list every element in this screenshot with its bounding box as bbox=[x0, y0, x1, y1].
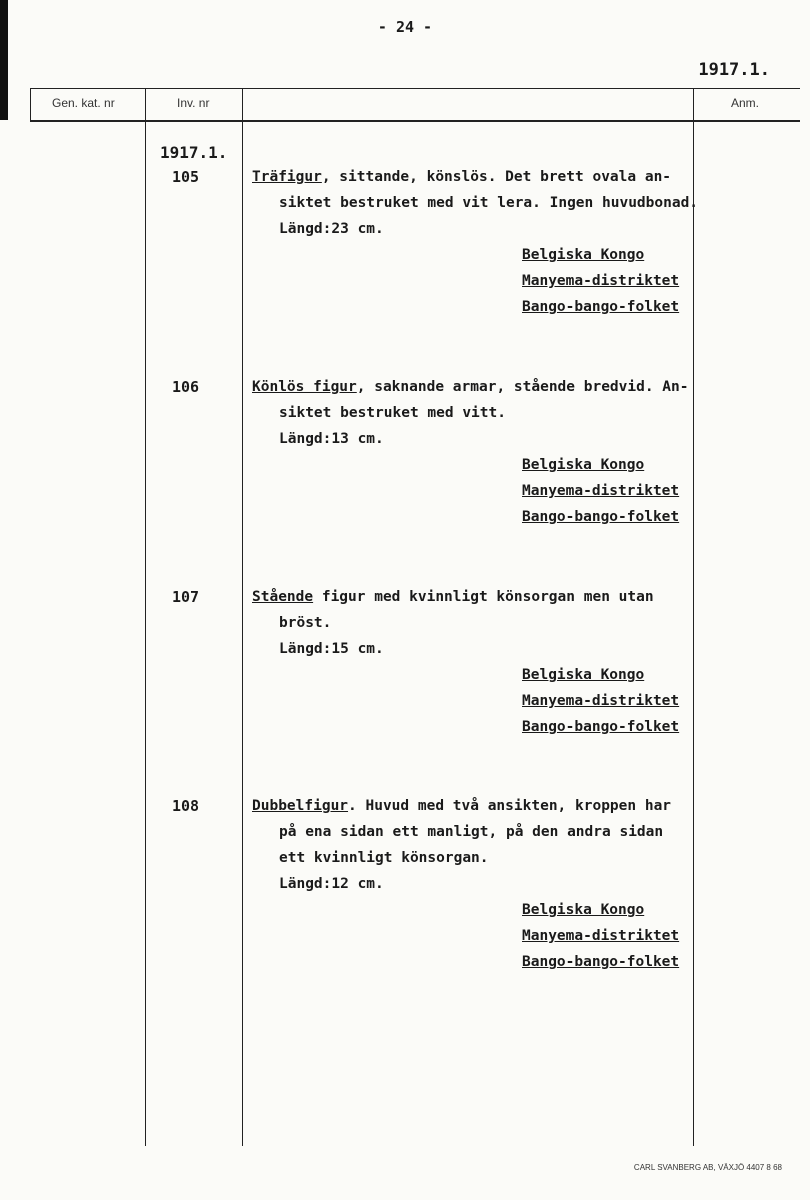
location-people: Bango-bango-folket bbox=[522, 509, 680, 525]
location-country: Belgiska Kongo bbox=[522, 247, 645, 263]
column-divider-anm bbox=[693, 88, 694, 1146]
entry-text: , sittande, könslös. Det brett ovala an- bbox=[321, 169, 672, 185]
entry-length: Längd:13 cm. bbox=[279, 431, 384, 447]
entry-title: Könlös figur bbox=[252, 379, 357, 395]
location-district: Manyema-distriktet bbox=[522, 928, 680, 944]
entry-title: Träfigur bbox=[252, 169, 322, 185]
header-date: 1917.1. bbox=[698, 60, 770, 80]
entry-text: siktet bestruket med vitt. bbox=[279, 405, 506, 421]
location-district: Manyema-distriktet bbox=[522, 693, 680, 709]
inventory-number: 107 bbox=[172, 588, 200, 606]
entry-text: ett kvinnligt könsorgan. bbox=[279, 850, 489, 866]
entry-length: Längd:15 cm. bbox=[279, 641, 384, 657]
column-divider-inv bbox=[242, 88, 243, 1146]
page-number: - 24 - bbox=[377, 18, 433, 36]
entry-location bbox=[522, 897, 679, 975]
catalog-entry bbox=[252, 793, 671, 897]
printer-imprint: CARL SVANBERG AB, VÄXJÖ 4407 8 68 bbox=[633, 1163, 782, 1172]
location-people: Bango-bango-folket bbox=[522, 719, 680, 735]
entry-length: Längd:23 cm. bbox=[279, 221, 384, 237]
inventory-year: 1917.1. bbox=[160, 143, 228, 162]
column-header-anm: Anm. bbox=[731, 96, 760, 110]
left-edge-rule bbox=[30, 88, 31, 120]
entry-location bbox=[522, 452, 679, 530]
entry-text: på ena sidan ett manligt, på den andra sidan bbox=[279, 824, 664, 840]
entry-text: figur med kvinnligt könsorgan men utan bbox=[313, 589, 654, 605]
entry-location bbox=[522, 662, 679, 740]
entry-text: siktet bestruket med vit lera. Ingen huvudbonad. bbox=[279, 195, 699, 211]
entry-text: , saknande armar, stående bredvid. An- bbox=[356, 379, 689, 395]
location-country: Belgiska Kongo bbox=[522, 457, 645, 473]
entry-title: Dubbelfigur bbox=[252, 798, 349, 814]
catalog-entry bbox=[252, 374, 689, 452]
catalog-entry bbox=[252, 584, 654, 662]
catalog-entry bbox=[252, 164, 698, 242]
column-header-gen-kat: Gen. kat. nr bbox=[52, 96, 115, 110]
entry-text: bröst. bbox=[279, 615, 332, 631]
location-people: Bango-bango-folket bbox=[522, 954, 680, 970]
entry-text: . Huvud med två ansikten, kroppen har bbox=[348, 798, 672, 814]
entry-location bbox=[522, 242, 679, 320]
column-divider-gen bbox=[145, 88, 146, 1146]
inventory-number: 108 bbox=[172, 797, 200, 815]
inventory-number: 105 bbox=[172, 168, 200, 186]
location-country: Belgiska Kongo bbox=[522, 667, 645, 683]
column-header-inv: Inv. nr bbox=[177, 96, 210, 110]
location-district: Manyema-distriktet bbox=[522, 273, 680, 289]
entry-length: Längd:12 cm. bbox=[279, 876, 384, 892]
location-district: Manyema-distriktet bbox=[522, 483, 680, 499]
location-country: Belgiska Kongo bbox=[522, 902, 645, 918]
inventory-number: 106 bbox=[172, 378, 200, 396]
entry-title: Stående bbox=[252, 589, 314, 605]
location-people: Bango-bango-folket bbox=[522, 299, 680, 315]
